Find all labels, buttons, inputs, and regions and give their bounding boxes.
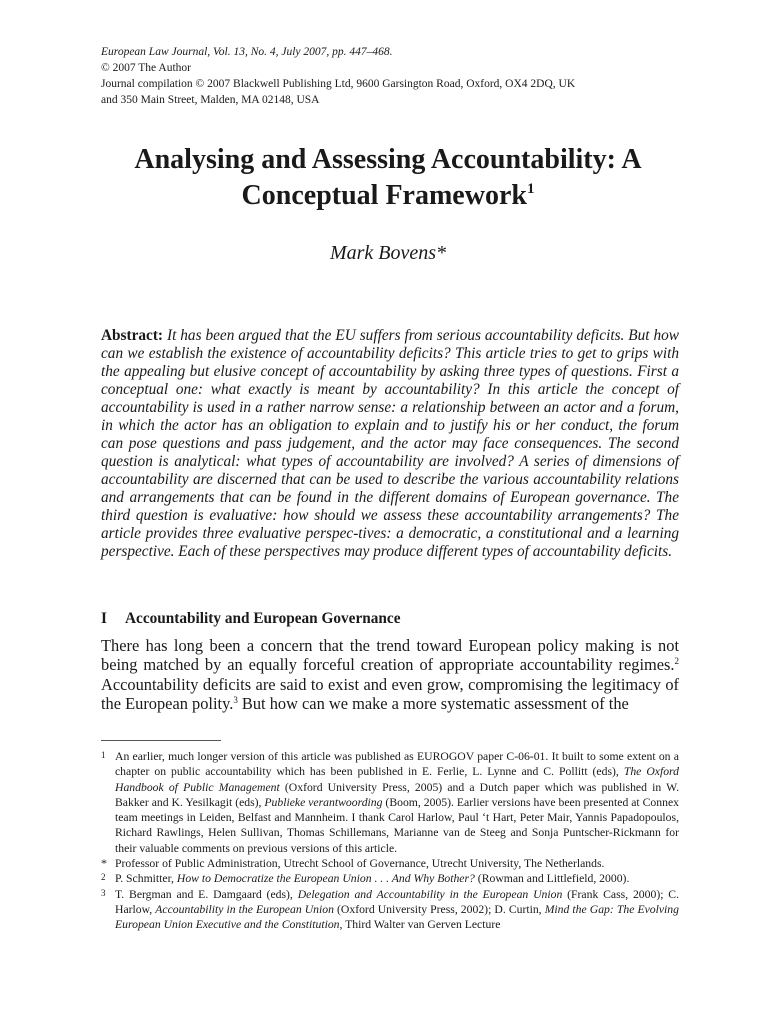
footnote-author [101, 856, 679, 871]
body-paragraph [101, 636, 679, 713]
compilation-line: Journal compilation © 2007 Blackwell Publishing Ltd, 9600 Garsington Road, Oxford, OX4 2DQ, UK [101, 78, 576, 90]
abstract-label: Abstract: [101, 327, 164, 344]
title-line-1: Analysing and Assessing Accountability: A [134, 144, 642, 175]
footnote-3-book-title-3: Mind the Gap: The Evolving European Union Executive and the Constitution [115, 902, 679, 932]
footnote-ref-3[interactable]: 3 [233, 694, 238, 705]
footnote-1-text: An earlier, much longer version of this article was published as EUROGOV paper C-06-01. It built to some extent on a chapter on public accountability which has been published in E. Ferlie, L. Lynne and C. Pollitt (eds), [115, 750, 679, 779]
section-number: I [101, 610, 107, 627]
footnote-3-text-2: (Frank Cass, 2000); C. Harlow, [115, 887, 680, 916]
footnote-2-text-2: (Rowman and Littlefield, 2000). [474, 872, 630, 886]
footnote-author-mark: * [101, 856, 107, 871]
footnote-1-book-title-2: Publieke verantwoording [264, 795, 383, 809]
section-title: Accountability and European Governance [125, 610, 401, 627]
copyright-line: © 2007 The Author [101, 62, 191, 74]
publisher-address-line: and 350 Main Street, Malden, MA 02148, USA [101, 94, 320, 106]
footnote-1-text-2: (Oxford University Press, 2005) and a Dutch paper which was published in W. Bakker and K. Yesilkagit (eds), [115, 780, 679, 809]
footnote-1-text-3: (Boom, 2005). Earlier versions have been presented at Connex team meetings in Leiden, Belfast and Mannheim. I thank Carol Harlow, Paul ‘t Hart, Peter Mair, Yannis Papadopoulos, Richard Rawlings, Helen Sullivan, Thomas Schillemans, Marianne van de Steeg and Sonja Puntscher-Rickmann for their valuable comments on previous versions of this article. [115, 795, 679, 855]
footnote-3-mark: 3 [101, 887, 106, 898]
section-heading [101, 610, 679, 628]
footnote-3-book-title: Delegation and Accountability in the European Union [297, 887, 563, 901]
footnote-1-mark: 1 [101, 750, 106, 760]
abstract [101, 327, 679, 561]
journal-header [101, 44, 681, 108]
footnote-3-text-4: , Third Walter van Gerven Lecture [339, 918, 501, 932]
footnotes [101, 749, 679, 933]
footnote-2-book-title: How to Democratize the European Union . . . And Why Bother? [176, 872, 475, 886]
article-title [90, 142, 686, 214]
footnote-2-mark: 2 [101, 872, 106, 883]
footnote-3 [101, 887, 679, 933]
footnote-1 [101, 749, 679, 856]
footnote-1-book-title: The Oxford Handbook of Public Management [115, 765, 679, 794]
footnote-ref-2[interactable]: 2 [674, 656, 679, 667]
title-footnote-mark[interactable]: 1 [526, 181, 535, 197]
body-text-part-1: There has long been a concern that the trend toward European policy making is not being matched by an equally forceful creation of appropriate accountability regimes. [101, 636, 679, 675]
footnote-3-text-3: (Oxford University Press, 2002); D. Curtin, [333, 902, 545, 916]
body-text-part-3: But how can we make a more systematic assessment of the [237, 693, 629, 713]
footnote-2-text: P. Schmitter, [115, 872, 177, 886]
body-text-part-2: Accountability deficits are said to exist and even grow, compromising the legitimacy of the European polity. [101, 674, 679, 713]
abstract-text: It has been argued that the EU suffers from serious accountability deficits. But how can we establish the existence of accountability deficits? This article tries to get to grips with the appealing but elusive concept of accountability by asking three types of questions. First a conceptual one: what exactly is meant by accountability? In this article the concept of accountability is used in a rather narrow sense: a relationship between an actor and a forum, in which the actor has an obligation to explain and to justify his or her conduct, the forum can pose questions and pass judgement, and the actor may face consequences. The second question is analytical: what types of accountability are involved? A series of dimensions of accountability are discerned that can be used to describe the various accountability relations and arrangements that can be found in the different domains of European governance. The third question is evaluative: how should we assess these accountability arrangements? The article provides three evaluative perspec-tives: a democratic, a constitutional and a learning perspective. Each of these perspectives may produce different types of accountability deficits. [101, 327, 679, 560]
footnote-author-text: Professor of Public Administration, Utrecht School of Governance, Utrecht University, The Netherlands. [115, 857, 605, 871]
footnote-3-text: T. Bergman and E. Damgaard (eds), [115, 887, 298, 901]
footnote-divider [101, 740, 221, 741]
footnote-2 [101, 871, 679, 886]
journal-citation: European Law Journal, Vol. 13, No. 4, July 2007, pp. 447–468. [101, 46, 393, 58]
title-line-2: Conceptual Framework [241, 180, 527, 211]
author-name: Mark Bovens* [329, 242, 447, 264]
footnote-3-book-title-2: Accountability in the European Union [155, 902, 334, 916]
